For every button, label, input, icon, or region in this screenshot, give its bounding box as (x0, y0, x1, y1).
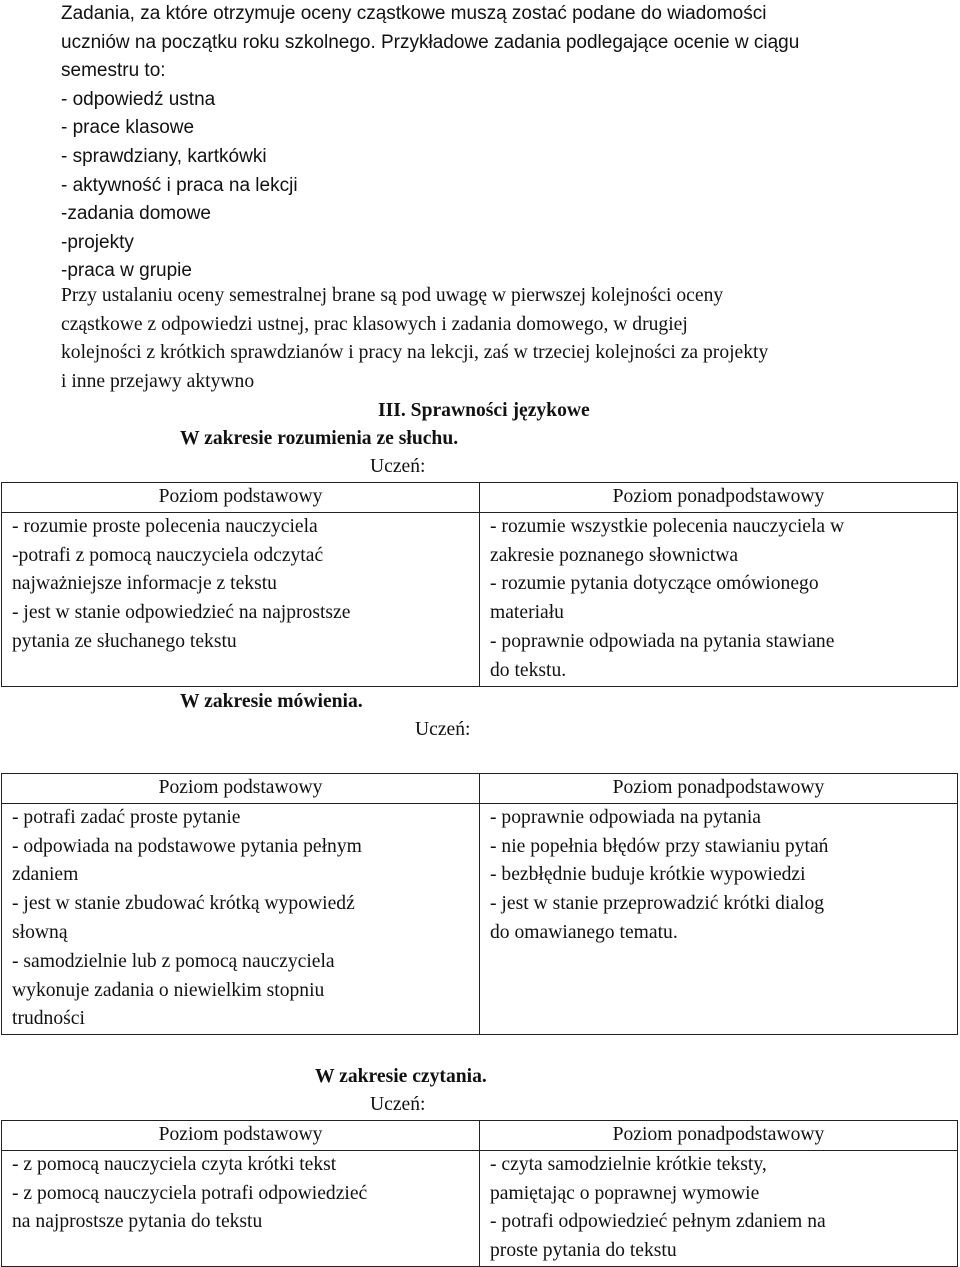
advanced-level-header: Poziom ponadpodstawowy (480, 483, 958, 513)
speaking-basic-cell: - potrafi zadać proste pytanie - odpowiada na podstawowe pytania pełnym zdaniem - jest w stanie zbudować krótką wypowiedź słowną - samodzielnie lub z pomocą nauczyciela wykonuje zadania o niewielkim stopniu trudności (2, 803, 480, 1034)
student-label: Uczeń: (415, 719, 471, 740)
advanced-level-header: Poziom ponadpodstawowy (480, 1121, 958, 1151)
reading-heading: W zakresie czytania. (315, 1066, 487, 1087)
student-label: Uczeń: (370, 456, 426, 477)
reading-basic-cell: - z pomocą nauczyciela czyta krótki tekst - z pomocą nauczyciela potrafi odpowiedzieć na najprostsze pytania do tekstu (2, 1150, 480, 1266)
paragraph-line: i inne przejawy aktywno (61, 370, 255, 392)
intro-list-item: -praca w grupie (61, 260, 192, 282)
listening-heading: W zakresie rozumienia ze słuchu. (180, 428, 459, 449)
intro-list-item: -zadania domowe (61, 203, 211, 225)
speaking-table (1, 773, 958, 1035)
intro-list-item: - odpowiedź ustna (61, 88, 216, 110)
intro-list-item: - sprawdziany, kartkówki (61, 145, 267, 167)
basic-level-header: Poziom podstawowy (2, 1121, 480, 1151)
speaking-heading: W zakresie mówienia. (180, 691, 363, 712)
intro-list-item: - aktywność i praca na lekcji (61, 174, 298, 196)
intro-line: semestru to: (61, 60, 166, 82)
intro-line: Zadania, za które otrzymuje oceny cząstkowe muszą zostać podane do wiadomości (61, 3, 767, 24)
intro-line: uczniów na początku roku szkolnego. Przykładowe zadania podlegające ocenie w ciągu (61, 31, 800, 53)
intro-list-item: - prace klasowe (61, 117, 195, 139)
listening-basic-cell: - rozumie proste polecenia nauczyciela -potrafi z pomocą nauczyciela odczytać najważniejsze informacje z tekstu - jest w stanie odpowiedzieć na najprostsze pytania ze słuchanego tekstu (2, 512, 480, 686)
advanced-level-header: Poziom ponadpodstawowy (480, 774, 958, 804)
intro-list-item: -projekty (61, 231, 134, 253)
section-title: III. Sprawności językowe (378, 400, 590, 421)
reading-table (1, 1120, 958, 1267)
grading-paragraph (61, 282, 960, 396)
listening-advanced-cell: - rozumie wszystkie polecenia nauczyciela w zakresie poznanego słownictwa - rozumie pytania dotyczące omówionego materiału - poprawnie odpowiada na pytania stawiane do tekstu. (480, 512, 958, 686)
basic-level-header: Poziom podstawowy (2, 483, 480, 513)
listening-table (1, 482, 958, 687)
paragraph-line: kolejności z krótkich sprawdzianów i pracy na lekcji, zaś w trzeciej kolejności za projekty (61, 342, 769, 364)
basic-level-header: Poziom podstawowy (2, 774, 480, 804)
intro-block (61, 0, 960, 286)
student-label: Uczeń: (370, 1094, 426, 1115)
reading-advanced-cell: - czyta samodzielnie krótkie teksty, pamiętając o poprawnej wymowie - potrafi odpowiedzieć pełnym zdaniem na proste pytania do tekstu (480, 1150, 958, 1266)
paragraph-line: cząstkowe z odpowiedzi ustnej, prac klasowych i zadania domowego, w drugiej (61, 313, 688, 335)
speaking-advanced-cell: - poprawnie odpowiada na pytania - nie popełnia błędów przy stawianiu pytań - bezbłędnie buduje krótkie wypowiedzi - jest w stanie przeprowadzić krótki dialog do omawianego tematu. (480, 803, 958, 1034)
paragraph-line: Przy ustalaniu oceny semestralnej brane są pod uwagę w pierwszej kolejności oceny (61, 285, 724, 306)
